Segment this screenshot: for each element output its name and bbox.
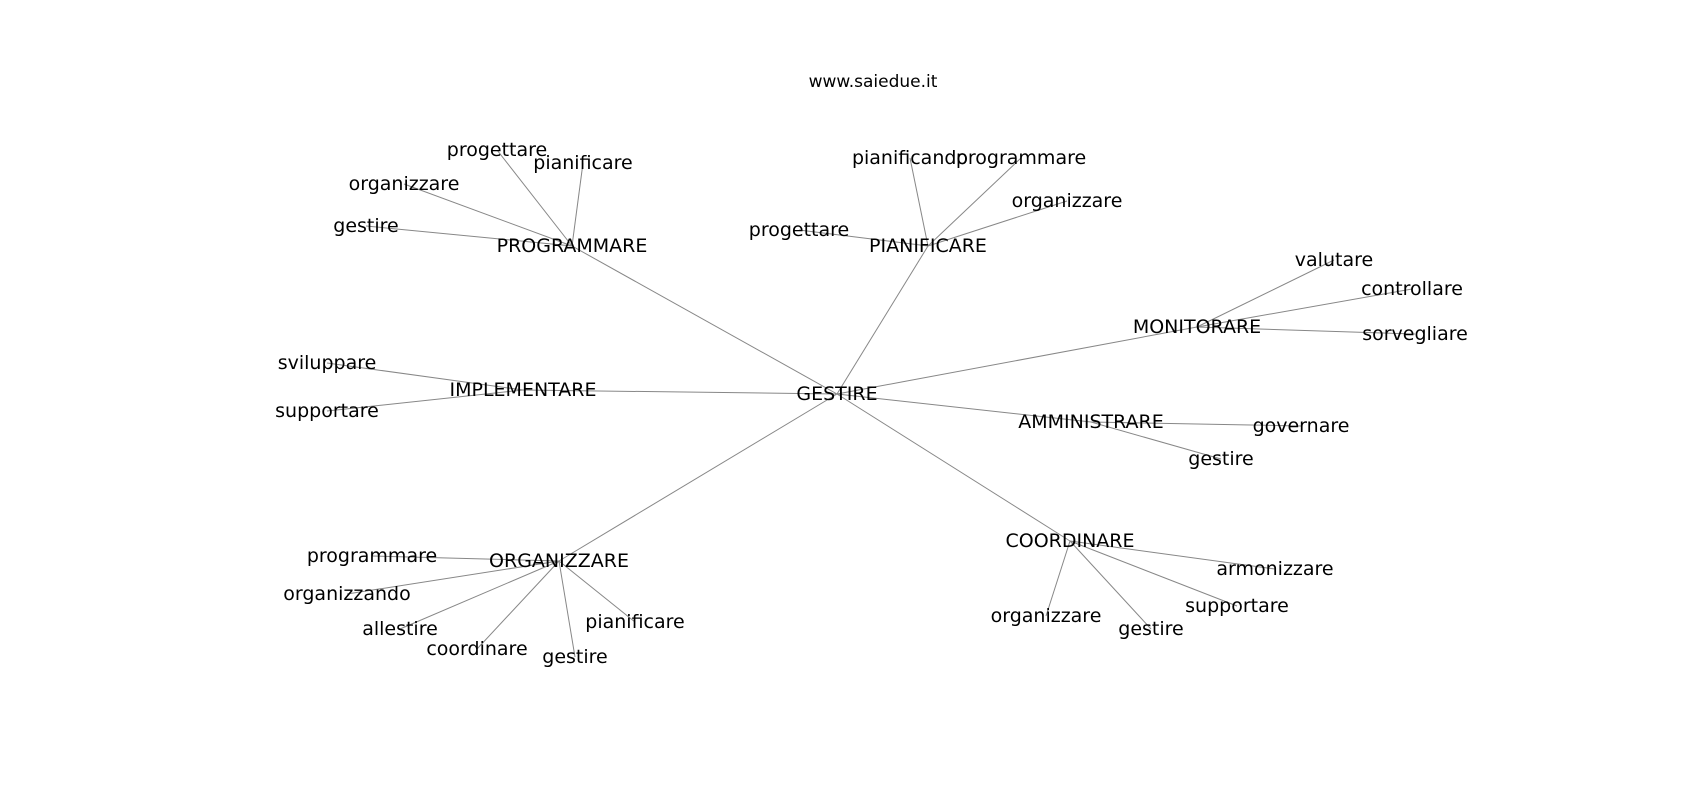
leaf-label-gestire: gestire: [1188, 448, 1254, 470]
branch-label-pianificare: PIANIFICARE: [869, 235, 987, 257]
leaf-label-governare: governare: [1252, 415, 1350, 437]
edge-programmare-pianificare: [572, 163, 583, 246]
edge-organizzare-coordinare: [477, 561, 559, 649]
leaf-label-gestire: gestire: [333, 215, 399, 237]
leaf-label-gestire: gestire: [542, 646, 608, 668]
leaf-label-controllare: controllare: [1361, 278, 1463, 300]
branch-label-organizzare: ORGANIZZARE: [489, 550, 629, 572]
leaf-label-supportare: supportare: [1185, 595, 1289, 617]
leaf-label-sviluppare: sviluppare: [277, 352, 377, 374]
branch-label-coordinare: COORDINARE: [1005, 530, 1135, 552]
leaf-label-allestire: allestire: [362, 618, 438, 640]
leaf-label-coordinare: coordinare: [426, 638, 528, 660]
leaf-label-progettare: progettare: [748, 219, 850, 241]
edge-gestire-pianificare: [837, 246, 928, 394]
edge-gestire-organizzare: [559, 394, 837, 561]
branch-label-implementare: IMPLEMENTARE: [449, 379, 597, 401]
branch-label-amministrare: AMMINISTRARE: [1018, 411, 1164, 433]
leaf-label-organizzando: organizzando: [283, 583, 411, 605]
leaf-label-sorvegliare: sorvegliare: [1362, 323, 1468, 345]
leaf-label-pianificando: pianificando: [851, 147, 969, 169]
edge-pianificare-programmare: [928, 158, 1021, 246]
center-node-label: GESTIRE: [796, 383, 878, 405]
leaf-label-armonizzare: armonizzare: [1216, 558, 1334, 580]
leaf-label-valutare: valutare: [1294, 249, 1374, 271]
leaf-label-organizzare: organizzare: [1011, 190, 1123, 212]
leaf-label-progettare: progettare: [446, 139, 548, 161]
leaf-label-pianificare: pianificare: [533, 152, 633, 174]
leaf-label-gestire: gestire: [1118, 618, 1184, 640]
leaf-label-programmare: programmare: [955, 147, 1087, 169]
edge-gestire-programmare: [572, 246, 837, 394]
figure-title: www.saiedue.it: [808, 72, 938, 92]
leaf-label-programmare: programmare: [306, 545, 438, 567]
branch-label-monitorare: MONITORARE: [1132, 316, 1262, 338]
edge-pianificare-pianificando: [910, 158, 928, 246]
edge-organizzare-gestire: [559, 561, 575, 657]
leaf-label-pianificare: pianificare: [585, 611, 685, 633]
leaf-label-organizzare: organizzare: [348, 173, 460, 195]
leaf-label-supportare: supportare: [275, 400, 379, 422]
branch-label-programmare: PROGRAMMARE: [496, 235, 648, 257]
leaf-label-organizzare: organizzare: [990, 605, 1102, 627]
